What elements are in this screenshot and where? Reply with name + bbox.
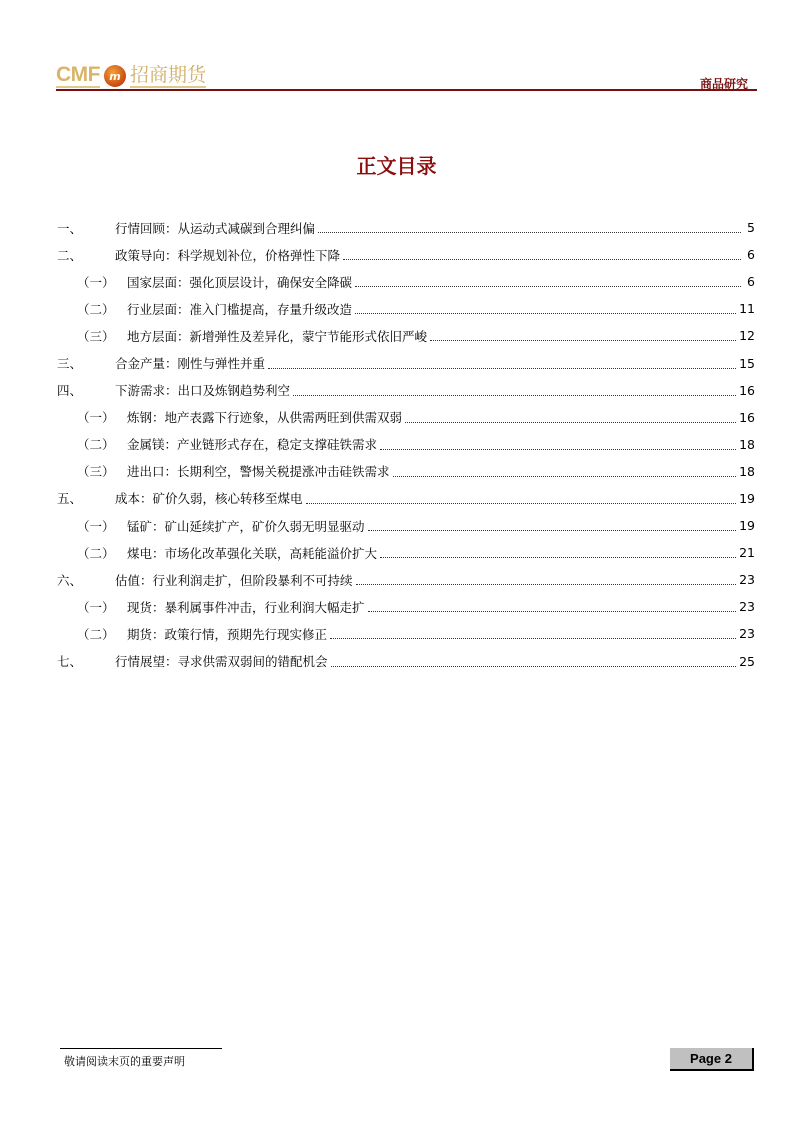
toc-leader-dots bbox=[368, 611, 737, 612]
toc-entry[interactable] bbox=[57, 431, 755, 458]
toc-entry-number: （三） bbox=[77, 328, 115, 344]
company-logo bbox=[56, 62, 206, 90]
header-section-label: 商品研究 bbox=[699, 77, 748, 91]
toc-entry[interactable] bbox=[57, 241, 755, 268]
toc-entry-title[interactable]: 国家层面：强化顶层设计，确保安全降碳 bbox=[127, 273, 355, 291]
toc-entry-number: （二） bbox=[77, 437, 115, 453]
toc-entry-title[interactable]: 金属镁：产业链形式存在，稳定支撑硅铁需求 bbox=[127, 435, 380, 453]
table-of-contents bbox=[57, 214, 755, 675]
logo-text-cn: 招商期货 bbox=[130, 64, 207, 86]
toc-entry-page: 11 bbox=[739, 301, 755, 317]
toc-entry[interactable] bbox=[57, 404, 755, 431]
toc-entry-number: （一） bbox=[77, 599, 115, 615]
toc-entry-number: 二、 bbox=[57, 247, 83, 263]
toc-entry-number: （二） bbox=[77, 626, 115, 642]
toc-entry-page: 12 bbox=[739, 328, 755, 344]
logo-text-en: CMF bbox=[56, 63, 100, 86]
toc-leader-dots bbox=[306, 503, 737, 504]
toc-entry-number: 三、 bbox=[57, 356, 83, 372]
toc-entry[interactable] bbox=[57, 458, 755, 485]
toc-entry-page: 5 bbox=[747, 220, 755, 236]
toc-entry[interactable] bbox=[57, 377, 755, 404]
footer-divider bbox=[60, 1048, 222, 1049]
toc-entry[interactable] bbox=[57, 214, 755, 241]
toc-entry[interactable] bbox=[57, 566, 755, 593]
toc-entry[interactable] bbox=[57, 349, 755, 376]
toc-leader-dots bbox=[380, 449, 736, 450]
toc-entry-page: 19 bbox=[739, 518, 755, 534]
toc-entry-title[interactable]: 炼钢：地产表露下行迹象，从供需两旺到供需双弱 bbox=[127, 408, 405, 426]
toc-entry-title[interactable]: 地方层面：新增弹性及差异化，蒙宁节能形式依旧严峻 bbox=[127, 327, 430, 345]
toc-entry-title[interactable]: 煤电：市场化改革强化关联，高耗能溢价扩大 bbox=[127, 544, 380, 562]
toc-entry-number: 六、 bbox=[57, 572, 83, 588]
footer-disclaimer: 敬请阅读末页的重要声明 bbox=[64, 1055, 185, 1068]
toc-entry-page: 15 bbox=[739, 355, 755, 371]
toc-entry-number: （一） bbox=[77, 410, 115, 426]
toc-entry[interactable] bbox=[57, 322, 755, 349]
toc-entry-title[interactable]: 行情回顾：从运动式减碳到合理纠偏 bbox=[115, 219, 318, 237]
toc-entry-title[interactable]: 行情展望：寻求供需双弱间的错配机会 bbox=[115, 652, 331, 670]
toc-leader-dots bbox=[293, 395, 736, 396]
toc-entry-page: 18 bbox=[739, 463, 755, 479]
toc-leader-dots bbox=[268, 368, 736, 369]
toc-entry-title[interactable]: 下游需求：出口及炼钢趋势利空 bbox=[115, 381, 293, 399]
toc-entry[interactable] bbox=[57, 539, 755, 566]
toc-entry-number: 五、 bbox=[57, 491, 83, 507]
toc-entry-title[interactable]: 政策导向：科学规划补位，价格弹性下降 bbox=[115, 246, 343, 264]
toc-entry-page: 23 bbox=[739, 626, 755, 642]
toc-leader-dots bbox=[331, 666, 737, 667]
toc-entry-title[interactable]: 现货：暴利属事件冲击，行业利润大幅走扩 bbox=[127, 598, 368, 616]
page-number: Page 2 bbox=[670, 1048, 754, 1071]
toc-entry-page: 6 bbox=[747, 274, 755, 290]
toc-leader-dots bbox=[356, 584, 737, 585]
toc-entry-number: 七、 bbox=[57, 654, 83, 670]
toc-entry-number: （一） bbox=[77, 518, 115, 534]
toc-entry[interactable] bbox=[57, 512, 755, 539]
toc-entry-page: 21 bbox=[739, 545, 755, 561]
toc-leader-dots bbox=[380, 557, 736, 558]
page-title: 正文目录 bbox=[356, 154, 437, 178]
header-divider bbox=[56, 89, 757, 91]
toc-entry-number: （二） bbox=[77, 301, 115, 317]
toc-entry[interactable] bbox=[57, 485, 755, 512]
toc-entry-page: 16 bbox=[739, 382, 755, 398]
toc-entry-title[interactable]: 进出口：长期利空，警惕关税提涨冲击硅铁需求 bbox=[127, 462, 393, 480]
toc-leader-dots bbox=[330, 638, 736, 639]
toc-leader-dots bbox=[355, 286, 741, 287]
toc-entry[interactable] bbox=[57, 648, 755, 675]
toc-entry-number: （三） bbox=[77, 464, 115, 480]
toc-entry-page: 25 bbox=[739, 653, 755, 669]
toc-entry-number: 一、 bbox=[57, 220, 83, 236]
toc-entry-number: 四、 bbox=[57, 383, 83, 399]
toc-entry[interactable] bbox=[57, 268, 755, 295]
toc-entry[interactable] bbox=[57, 295, 755, 322]
toc-leader-dots bbox=[405, 422, 736, 423]
toc-entry-title[interactable]: 锰矿：矿山延续扩产，矿价久弱无明显驱动 bbox=[127, 517, 368, 535]
toc-leader-dots bbox=[318, 232, 741, 233]
toc-entry[interactable] bbox=[57, 620, 755, 647]
toc-leader-dots bbox=[393, 476, 737, 477]
toc-entry-page: 23 bbox=[739, 572, 755, 588]
toc-entry-page: 18 bbox=[739, 436, 755, 452]
toc-entry-number: （一） bbox=[77, 274, 115, 290]
toc-entry-title[interactable]: 行业层面：准入门槛提高，存量升级改造 bbox=[127, 300, 355, 318]
toc-entry-title[interactable]: 成本：矿价久弱，核心转移至煤电 bbox=[115, 489, 306, 507]
toc-entry-page: 16 bbox=[739, 409, 755, 425]
toc-leader-dots bbox=[343, 259, 741, 260]
toc-entry-page: 23 bbox=[739, 599, 755, 615]
toc-entry-page: 19 bbox=[739, 490, 755, 506]
toc-leader-dots bbox=[368, 530, 737, 531]
toc-entry-title[interactable]: 合金产量：刚性与弹性并重 bbox=[115, 354, 268, 372]
toc-entry-title[interactable]: 期货：政策行情，预期先行现实修正 bbox=[127, 625, 330, 643]
toc-entry[interactable] bbox=[57, 593, 755, 620]
toc-leader-dots bbox=[430, 340, 736, 341]
toc-entry-page: 6 bbox=[747, 247, 755, 263]
toc-entry-title[interactable]: 估值：行业利润走扩，但阶段暴利不可持续 bbox=[115, 571, 356, 589]
toc-entry-number: （二） bbox=[77, 545, 115, 561]
logo-emblem-icon: m bbox=[104, 65, 126, 87]
toc-leader-dots bbox=[355, 313, 736, 314]
